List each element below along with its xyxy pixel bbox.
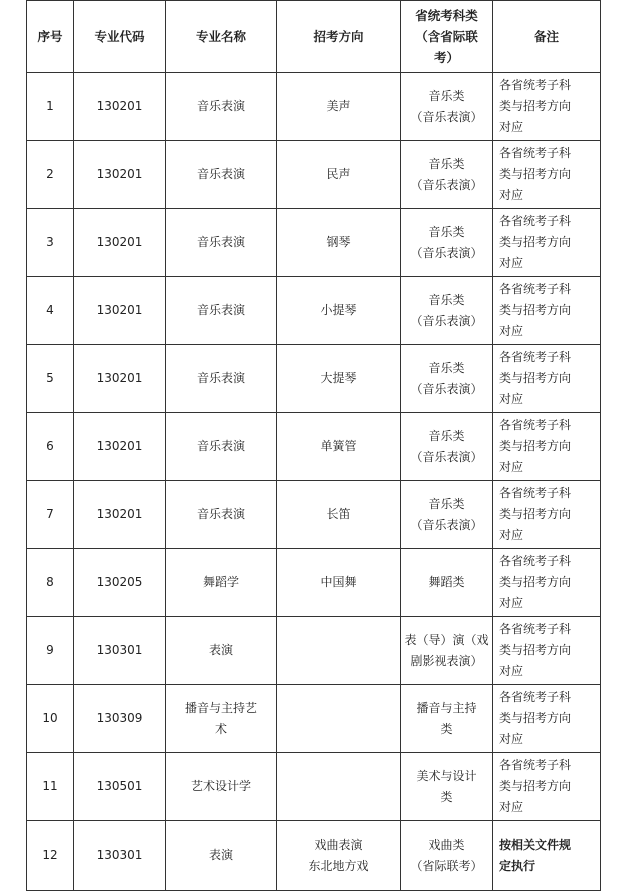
cell-major <box>166 277 277 345</box>
cell-category-line: 音乐类 <box>428 428 465 443</box>
header-direction: 招考方向 <box>277 1 401 73</box>
cell-code: 130201 <box>74 209 166 277</box>
cell-code: 130201 <box>74 481 166 549</box>
cell-direction-line: 长笛 <box>326 507 351 521</box>
table-row <box>27 753 601 821</box>
cell-note <box>493 685 601 753</box>
cell-category <box>401 821 493 891</box>
table-row <box>27 209 601 277</box>
cell-note-line: 定执行 <box>499 858 536 873</box>
cell-major <box>166 821 277 891</box>
cell-major-line: 音乐表演 <box>196 99 245 113</box>
cell-note-line: 对应 <box>499 664 524 678</box>
cell-direction <box>277 141 401 209</box>
cell-category <box>401 141 493 209</box>
cell-note-line: 类与招考方向 <box>499 575 572 589</box>
cell-note-line: 类与招考方向 <box>499 235 572 249</box>
cell-no: 4 <box>27 277 74 345</box>
cell-note-line: 各省统考子科 <box>499 622 572 636</box>
header-category-line: 省统考科类 <box>415 8 478 23</box>
cell-note-line: 对应 <box>499 732 524 746</box>
cell-note-line: 类与招考方向 <box>499 167 572 181</box>
cell-direction <box>277 209 401 277</box>
cell-category-line: 播音与主持 <box>416 700 477 715</box>
admissions-table <box>26 0 601 891</box>
cell-code: 130205 <box>74 549 166 617</box>
cell-note-line: 对应 <box>499 392 524 406</box>
header-category <box>401 1 493 73</box>
cell-no: 1 <box>27 73 74 141</box>
cell-category-line: （音乐表演） <box>410 517 483 532</box>
cell-direction-line: 东北地方戏 <box>308 858 369 873</box>
cell-code: 130201 <box>74 73 166 141</box>
header-major: 专业名称 <box>166 1 277 73</box>
cell-note-line: 对应 <box>499 324 524 338</box>
cell-direction-line: 戏曲表演 <box>314 837 363 852</box>
cell-note <box>493 141 601 209</box>
cell-note-line: 对应 <box>499 256 524 270</box>
cell-note <box>493 209 601 277</box>
cell-category-line: （音乐表演） <box>410 381 483 396</box>
cell-note-line: 各省统考子科 <box>499 146 572 160</box>
cell-code: 130201 <box>74 141 166 209</box>
cell-note-line: 类与招考方向 <box>499 643 572 657</box>
cell-direction <box>277 821 401 891</box>
cell-major-line: 音乐表演 <box>196 303 245 317</box>
table-row <box>27 617 601 685</box>
cell-note-line: 各省统考子科 <box>499 554 572 568</box>
cell-direction <box>277 73 401 141</box>
cell-category <box>401 277 493 345</box>
cell-category <box>401 753 493 821</box>
cell-code: 130201 <box>74 345 166 413</box>
cell-category <box>401 413 493 481</box>
cell-note <box>493 753 601 821</box>
cell-category-line: 剧影视表演） <box>410 653 483 668</box>
cell-note-line: 类与招考方向 <box>499 303 572 317</box>
cell-category-line: 美术与设计 <box>416 768 477 783</box>
cell-major-line: 音乐表演 <box>196 371 245 385</box>
header-code: 专业代码 <box>74 1 166 73</box>
cell-no: 2 <box>27 141 74 209</box>
cell-note-line: 各省统考子科 <box>499 350 572 364</box>
cell-no: 3 <box>27 209 74 277</box>
table-row <box>27 685 601 753</box>
cell-note-line: 各省统考子科 <box>499 690 572 704</box>
cell-direction-line: 中国舞 <box>320 575 357 589</box>
cell-no: 7 <box>27 481 74 549</box>
cell-major-line: 音乐表演 <box>196 167 245 181</box>
cell-major-line: 音乐表演 <box>196 439 245 453</box>
cell-note-line: 各省统考子科 <box>499 486 572 500</box>
cell-category-line: 音乐类 <box>428 496 465 511</box>
cell-code: 130309 <box>74 685 166 753</box>
cell-no: 12 <box>27 821 74 891</box>
cell-note-line: 按相关文件规 <box>499 837 572 852</box>
table-row <box>27 141 601 209</box>
table-row <box>27 821 601 891</box>
cell-major-line: 播音与主持艺 <box>184 700 257 715</box>
cell-category-line: （音乐表演） <box>410 177 483 192</box>
cell-direction <box>277 685 401 753</box>
cell-no: 11 <box>27 753 74 821</box>
cell-major-line: 音乐表演 <box>196 235 245 249</box>
cell-category-line: （音乐表演） <box>410 245 483 260</box>
cell-note-line: 对应 <box>499 800 524 814</box>
cell-category-line: 表（导）演（戏 <box>404 632 489 647</box>
cell-major <box>166 345 277 413</box>
cell-category <box>401 345 493 413</box>
table-header-row <box>27 1 601 73</box>
cell-direction <box>277 345 401 413</box>
cell-category-line: 音乐类 <box>428 156 465 171</box>
cell-category-line: 戏曲类 <box>428 837 465 852</box>
cell-note <box>493 617 601 685</box>
cell-direction <box>277 549 401 617</box>
cell-no: 6 <box>27 413 74 481</box>
cell-note-line: 对应 <box>499 596 524 610</box>
cell-major <box>166 753 277 821</box>
table-row <box>27 481 601 549</box>
cell-category <box>401 481 493 549</box>
cell-code: 130201 <box>74 413 166 481</box>
cell-direction <box>277 413 401 481</box>
cell-note <box>493 413 601 481</box>
table-row <box>27 345 601 413</box>
cell-direction <box>277 753 401 821</box>
cell-note-line: 类与招考方向 <box>499 711 572 725</box>
cell-major-line: 音乐表演 <box>196 507 245 521</box>
cell-direction-line: 民声 <box>326 167 351 181</box>
cell-no: 5 <box>27 345 74 413</box>
cell-major-line: 表演 <box>208 643 233 657</box>
cell-code: 130301 <box>74 821 166 891</box>
table-row <box>27 413 601 481</box>
header-no: 序号 <box>27 1 74 73</box>
cell-note-line: 类与招考方向 <box>499 779 572 793</box>
cell-note <box>493 277 601 345</box>
header-category-line: （含省际联 <box>415 29 478 44</box>
table-row <box>27 73 601 141</box>
cell-category-line: （省际联考） <box>410 858 483 873</box>
cell-note <box>493 345 601 413</box>
cell-category-line: 音乐类 <box>428 88 465 103</box>
admissions-table-container <box>26 0 601 891</box>
cell-major <box>166 413 277 481</box>
cell-major-line: 表演 <box>208 848 233 862</box>
cell-code: 130301 <box>74 617 166 685</box>
cell-note-line: 各省统考子科 <box>499 282 572 296</box>
cell-note-line: 类与招考方向 <box>499 371 572 385</box>
cell-major <box>166 73 277 141</box>
cell-major-line: 艺术设计学 <box>190 779 251 793</box>
cell-category-line: 类 <box>440 789 453 804</box>
cell-direction <box>277 617 401 685</box>
cell-note-line: 各省统考子科 <box>499 78 572 92</box>
cell-major <box>166 685 277 753</box>
cell-direction <box>277 481 401 549</box>
cell-category-line: 音乐类 <box>428 292 465 307</box>
cell-category <box>401 73 493 141</box>
cell-note-line: 对应 <box>499 460 524 474</box>
cell-major <box>166 141 277 209</box>
cell-note <box>493 73 601 141</box>
cell-direction <box>277 277 401 345</box>
cell-category-line: （音乐表演） <box>410 449 483 464</box>
cell-note-line: 各省统考子科 <box>499 214 572 228</box>
cell-direction-line: 单簧管 <box>320 439 357 453</box>
cell-direction-line: 大提琴 <box>320 371 357 385</box>
cell-note <box>493 821 601 891</box>
cell-category-line: 类 <box>440 721 453 736</box>
cell-major <box>166 209 277 277</box>
table-row <box>27 549 601 617</box>
cell-major-line: 术 <box>214 721 227 736</box>
cell-code: 130501 <box>74 753 166 821</box>
cell-no: 9 <box>27 617 74 685</box>
cell-note-line: 类与招考方向 <box>499 99 572 113</box>
cell-note-line: 各省统考子科 <box>499 758 572 772</box>
cell-note-line: 对应 <box>499 528 524 542</box>
header-category-line: 考） <box>433 50 459 65</box>
cell-note-line: 对应 <box>499 188 524 202</box>
cell-major <box>166 617 277 685</box>
cell-category <box>401 685 493 753</box>
cell-category <box>401 617 493 685</box>
cell-note-line: 各省统考子科 <box>499 418 572 432</box>
cell-category-line: （音乐表演） <box>410 109 483 124</box>
cell-category <box>401 549 493 617</box>
cell-major <box>166 549 277 617</box>
cell-note <box>493 549 601 617</box>
cell-category <box>401 209 493 277</box>
cell-category-line: 音乐类 <box>428 224 465 239</box>
header-note: 备注 <box>493 1 601 73</box>
table-body <box>27 73 601 891</box>
cell-no: 8 <box>27 549 74 617</box>
cell-code: 130201 <box>74 277 166 345</box>
cell-note-line: 类与招考方向 <box>499 507 572 521</box>
cell-no: 10 <box>27 685 74 753</box>
cell-major-line: 舞蹈学 <box>202 575 239 589</box>
cell-direction-line: 小提琴 <box>320 303 357 317</box>
cell-note <box>493 481 601 549</box>
cell-category-line: 音乐类 <box>428 360 465 375</box>
cell-direction-line: 美声 <box>326 99 351 113</box>
cell-note-line: 对应 <box>499 120 524 134</box>
table-row <box>27 277 601 345</box>
cell-category-line: （音乐表演） <box>410 313 483 328</box>
cell-major <box>166 481 277 549</box>
cell-note-line: 类与招考方向 <box>499 439 572 453</box>
cell-category-line: 舞蹈类 <box>428 575 465 589</box>
cell-direction-line: 钢琴 <box>326 235 351 249</box>
